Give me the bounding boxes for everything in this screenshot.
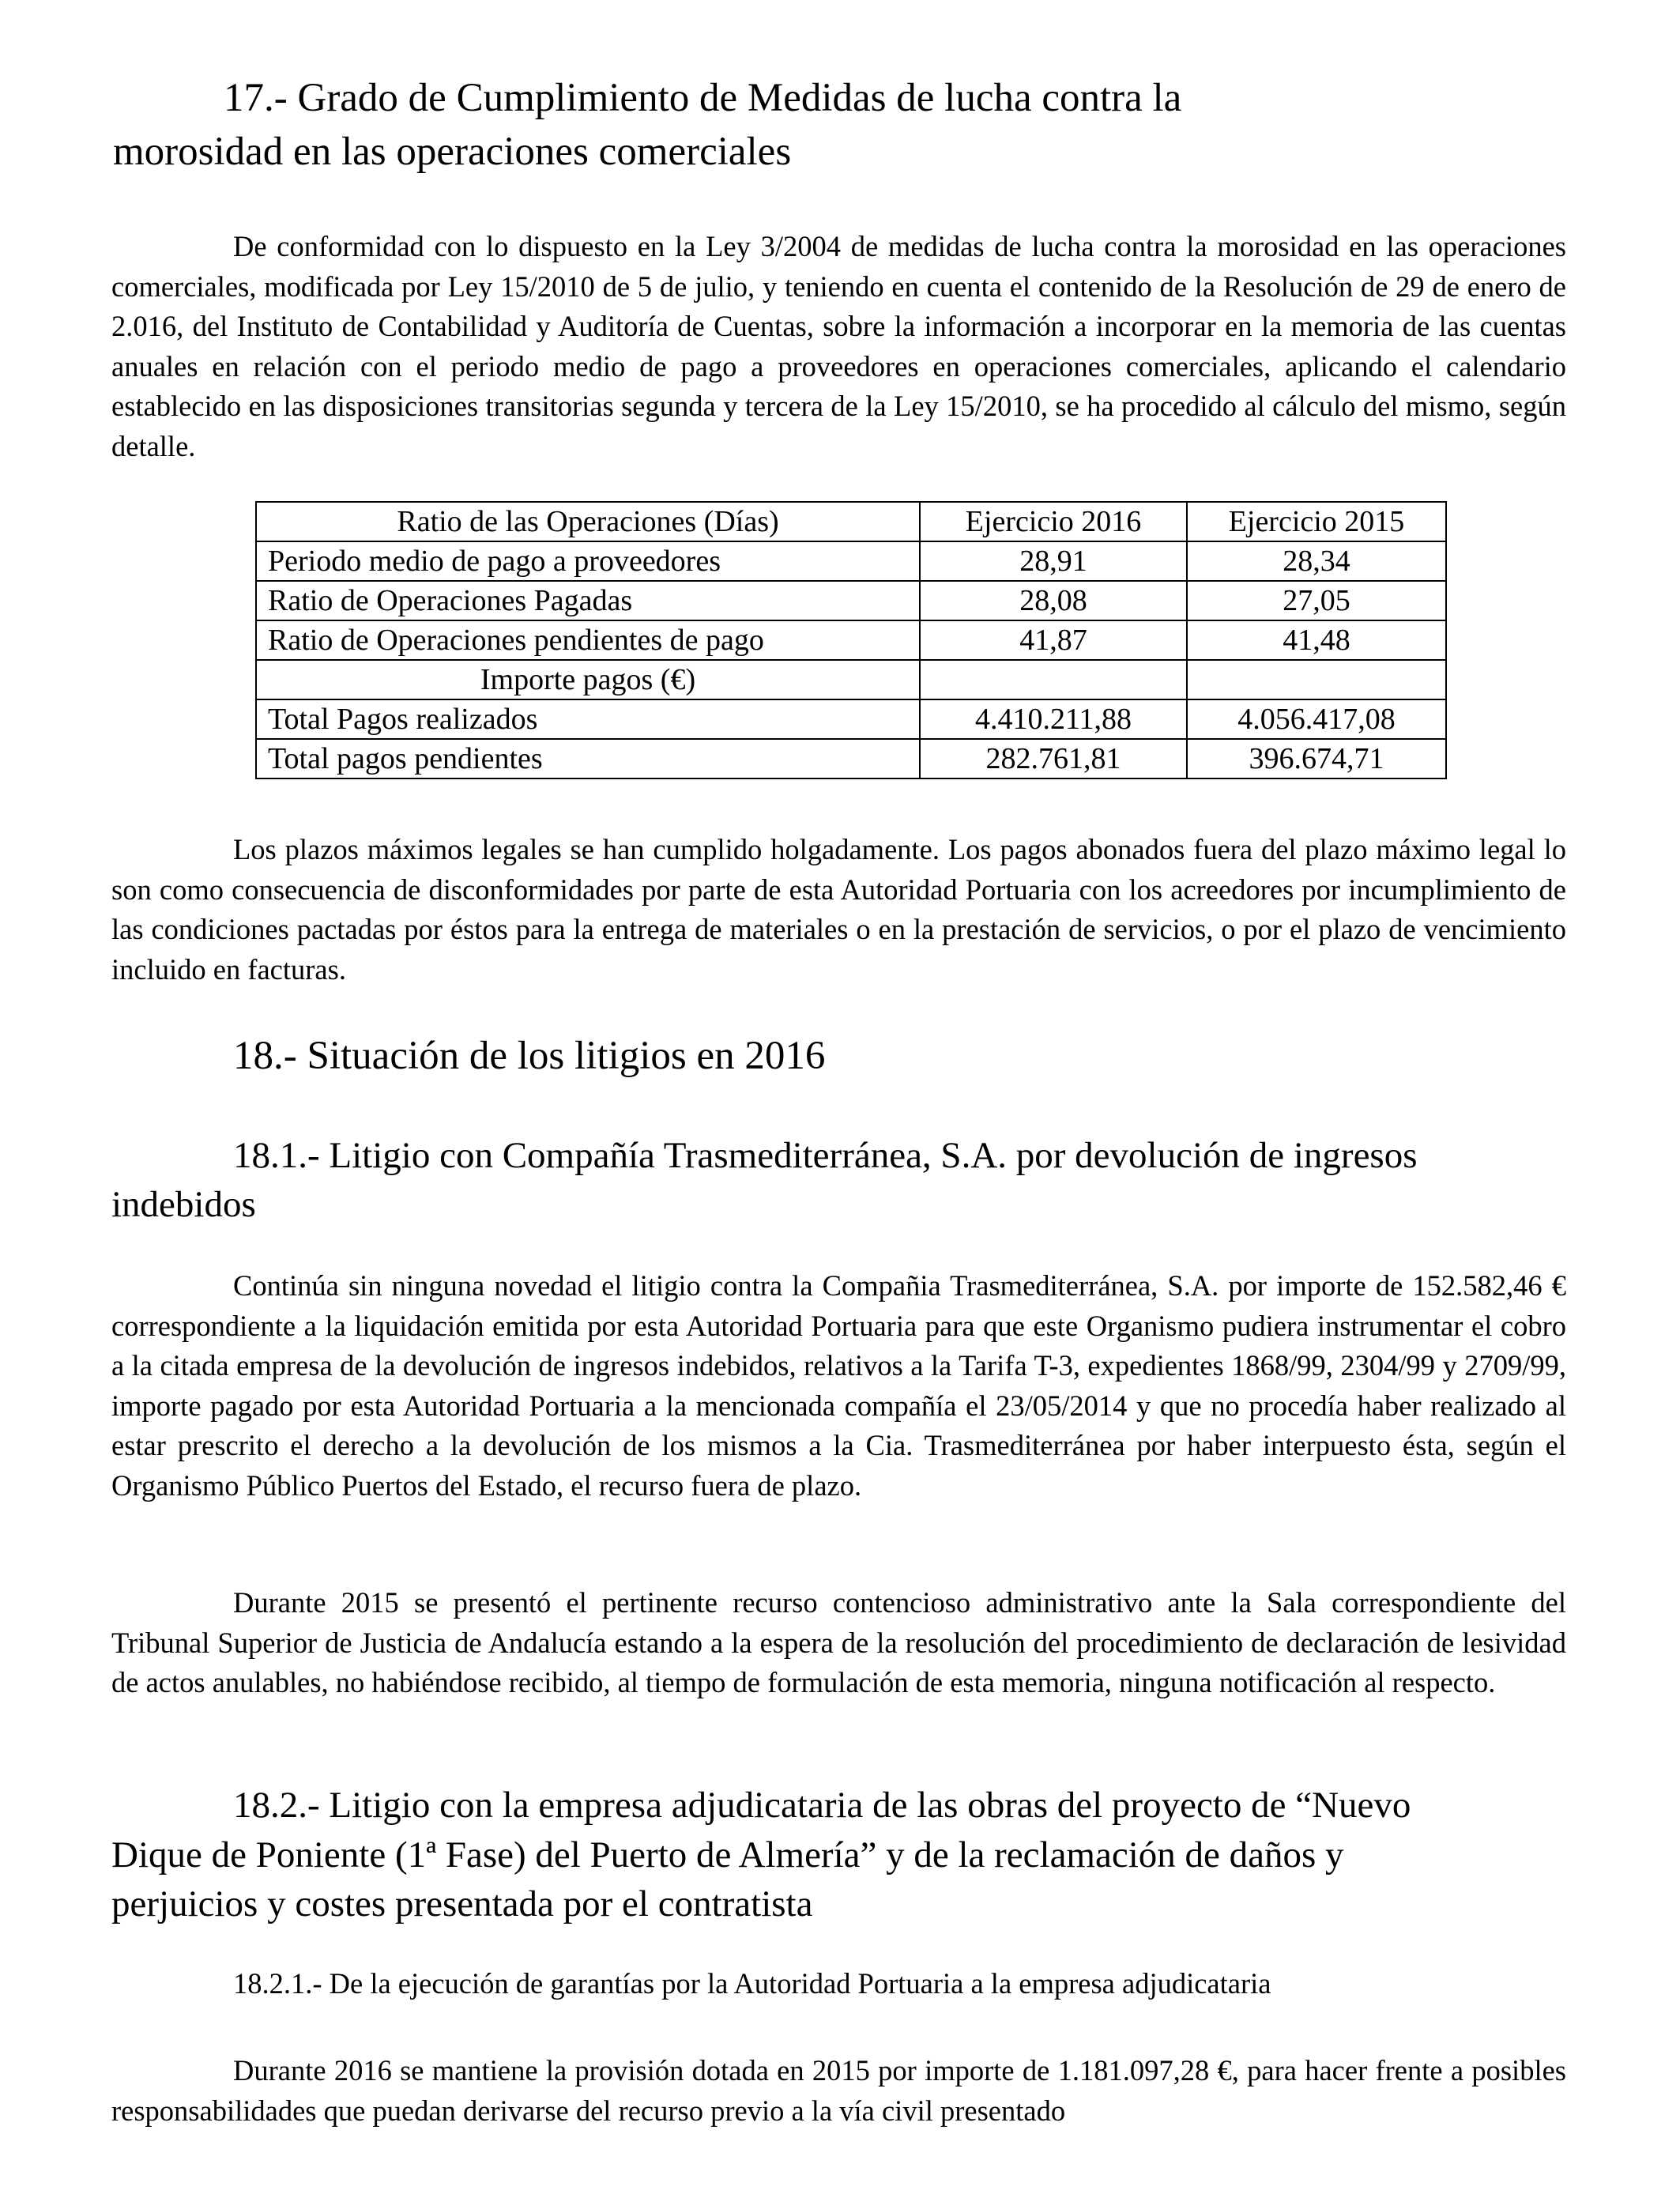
table-cell: 282.761,81 <box>920 739 1187 778</box>
table-cell: 4.410.211,88 <box>920 699 1187 739</box>
section-18-2-title-line2: Dique de Poniente (1ª Fase) del Puerto de Almería” y de la reclamación de daños y <box>111 1834 1344 1875</box>
table-cell: 28,34 <box>1187 541 1446 581</box>
table-row <box>256 620 1446 660</box>
table-header-row <box>256 502 1446 541</box>
table-row <box>256 660 1446 699</box>
table-row <box>256 699 1446 739</box>
payment-ratio-table <box>255 501 1447 779</box>
section-18-1-paragraph-1: Continúa sin ninguna novedad el litigio contra la Compañia Trasmediterránea, S.A. por importe de 152.582,46 € correspondiente a la liquidación emitida por esta Autoridad Portuaria para que este Organismo pudiera instrumentar el cobro a la citada empresa de la devolución de ingresos indebidos, relativos a la Tarifa T-3, expedientes 1868/99, 2304/99 y 2709/99, importe pagado por esta Autoridad Portuaria a la mencionada compañía el 23/05/2014 y que no procedía haber realizado al estar prescrito el derecho a la devolución de los mismos a la Cia. Trasmediterránea por haber interpuesto ésta, según el Organismo Público Puertos del Estado, el recurso fuera de plazo. <box>111 1269 1566 1502</box>
section-17-intro-paragraph: De conformidad con lo dispuesto en la Ley 3/2004 de medidas de lucha contra la morosidad en las operaciones comerciales, modificada por Ley 15/2010 de 5 de julio, y teniendo en cuenta el contenido de la Resolución de 29 de enero de 2.016, del Instituto de Contabilidad y Auditoría de Cuentas, sobre la información a incorporar en la memoria de las cuentas anuales en relación con el periodo medio de pago a proveedores en operaciones comerciales, aplicando el calendario establecido en las disposiciones transitorias segunda y tercera de la Ley 15/2010, se ha procedido al cálculo del mismo, según detalle. <box>111 230 1566 462</box>
table-cell: 4.056.417,08 <box>1187 699 1446 739</box>
section-18-1-title-line1: 18.1.- Litigio con Compañía Trasmediterránea, S.A. por devolución de ingresos <box>233 1135 1418 1176</box>
section-18-2-title-line1: 18.2.- Litigio con la empresa adjudicataria de las obras del proyecto de “Nuevo <box>233 1785 1411 1826</box>
table-cell: 41,48 <box>1187 620 1446 660</box>
table-cell: Total Pagos realizados <box>256 699 920 739</box>
table-row <box>256 739 1446 778</box>
table-cell: 41,87 <box>920 620 1187 660</box>
section-17-conclusion-paragraph: Los plazos máximos legales se han cumplido holgadamente. Los pagos abonados fuera del plazo máximo legal lo son como consecuencia de disconformidades por parte de esta Autoridad Portuaria con los acreedores por incumplimiento de las condiciones pactadas por éstos para la entrega de materiales o en la prestación de servicios, o por el plazo de vencimiento incluido en facturas. <box>111 833 1566 986</box>
table-cell <box>920 660 1187 699</box>
table-row <box>256 541 1446 581</box>
section-18-2-1-subheading: 18.2.1.- De la ejecución de garantías por la Autoridad Portuaria a la empresa adjudicataria <box>233 1967 1271 2000</box>
table-header-cell: Ratio de las Operaciones (Días) <box>256 502 920 541</box>
table-cell: Ratio de Operaciones Pagadas <box>256 581 920 620</box>
section-18-1-title-line2: indebidos <box>111 1184 256 1225</box>
table-cell: 27,05 <box>1187 581 1446 620</box>
table-cell: Ratio de Operaciones pendientes de pago <box>256 620 920 660</box>
section-17-title-line1: 17.- Grado de Cumplimiento de Medidas de lucha contra la <box>224 76 1182 120</box>
table-cell: 396.674,71 <box>1187 739 1446 778</box>
table-cell: Importe pagos (€) <box>256 660 920 699</box>
table-row <box>256 581 1446 620</box>
table-cell: 28,08 <box>920 581 1187 620</box>
table-cell <box>1187 660 1446 699</box>
section-18-1-paragraph-2: Durante 2015 se presentó el pertinente recurso contencioso administrativo ante la Sala correspondiente del Tribunal Superior de Justicia de Andalucía estando a la espera de la resolución del procedimiento de declaración de lesividad de actos anulables, no habiéndose recibido, al tiempo de formulación de esta memoria, ninguna notificación al respecto. <box>111 1586 1566 1699</box>
table-cell: 28,91 <box>920 541 1187 581</box>
section-17-title-line2: morosidad en las operaciones comerciales <box>113 130 792 174</box>
section-18-title: 18.- Situación de los litigios en 2016 <box>233 1034 826 1078</box>
table-header-cell: Ejercicio 2016 <box>920 502 1187 541</box>
table-cell: Periodo medio de pago a proveedores <box>256 541 920 581</box>
section-18-2-title-line3: perjuicios y costes presentada por el contratista <box>111 1883 813 1924</box>
table-cell: Total pagos pendientes <box>256 739 920 778</box>
section-18-2-paragraph-1: Durante 2016 se mantiene la provisión dotada en 2015 por importe de 1.181.097,28 €, para hacer frente a posibles responsabilidades que puedan derivarse del recurso previo a la vía civil presentado <box>111 2054 1566 2127</box>
table-header-cell: Ejercicio 2015 <box>1187 502 1446 541</box>
